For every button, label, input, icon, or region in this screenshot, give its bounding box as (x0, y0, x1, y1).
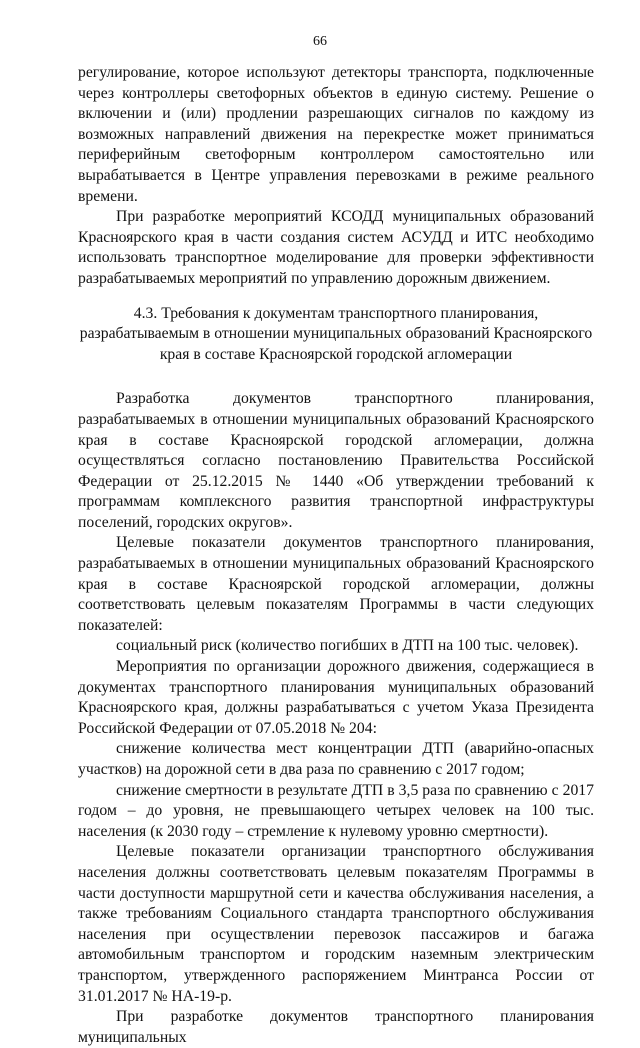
paragraph-transport-service: Целевые показатели организации транспортного обслуживания населения должны соответствовать целевым показателям Программы в части доступности маршрутной сети и качества обслуживания населения, а также требованиям Социального стандарта транспортного обслуживания населения при осуществлении перевозок пассажиров и багажа автомобильным транспортом и городским наземным электрическим транспортом, утвержденного распоряжением Минтранса России от 31.01.2017 № НА-19-р. (78, 843, 594, 1005)
paragraph-target-indicators: Целевые показатели документов транспортного планирования, разрабатываемых в отношении муниципальных образований Красноярского края в составе Красноярской городской агломерации, должны соответствовать целевым показателям Программы в части следующих показателей: (78, 534, 594, 634)
paragraph-development: Разработка документов транспортного планирования, разрабатываемых в отношении муниципальных образований Красноярского края в составе Красноярской городской агломерации, должна осуществляться согласно постановлению Правительства Российской Федерации от 25.12.2015 № 1440 «Об утверждении требований к программам комплексного развития транспортной инфраструктуры поселений, городских округов». (78, 390, 594, 531)
paragraph-continuation: регулирование, которое используют детекторы транспорта, подключенные через контроллеры светофорных объектов в единую систему. Решение о включении и (или) продлении разрешающих сигналов по каждому из возможных направлений движения на перекрестке может приниматься периферийным светофорным контроллером самостоятельно или вырабатывается в Центре управления перевозками в режиме реального времени. (78, 64, 594, 205)
paragraph-reduce-mortality: снижение смертности в результате ДТП в 3,5 раза по сравнению с 2017 годом – до уровня, не превышающего четырех человек на 100 тыс. населения (к 2030 году – стремление к нулевому уровню смертности). (78, 781, 594, 840)
page-number: 66 (313, 34, 327, 49)
section-heading: 4.3. Требования к документам транспортного планирования, разрабатываемым в отношении муниципальных образований Красноярского края в составе Красноярской городской агломерации (79, 304, 593, 363)
paragraph-final: При разработке документов транспортного планирования муниципальных (78, 1008, 594, 1046)
document-body (78, 63, 594, 1048)
paragraph-social-risk: социальный риск (количество погибших в ДТП на 100 тыс. человек). (116, 637, 579, 655)
paragraph-measures: Мероприятия по организации дорожного движения, содержащиеся в документах транспортного планирования муниципальных образований Красноярского края, должны разрабатываться с учетом Указа Президента Российской Федерации от 07.05.2018 № 204: (78, 658, 594, 737)
paragraph-ksodd: При разработке мероприятий КСОДД муниципальных образований Красноярского края в части создания систем АСУДД и ИТС необходимо использовать транспортное моделирование для проверки эффективности разрабатываемых мероприятий по управлению дорожным движением. (78, 208, 594, 287)
paragraph-reduce-locations: снижение количества мест концентрации ДТП (аварийно-опасных участков) на дорожной сети в два раза по сравнению с 2017 годом; (78, 740, 594, 778)
